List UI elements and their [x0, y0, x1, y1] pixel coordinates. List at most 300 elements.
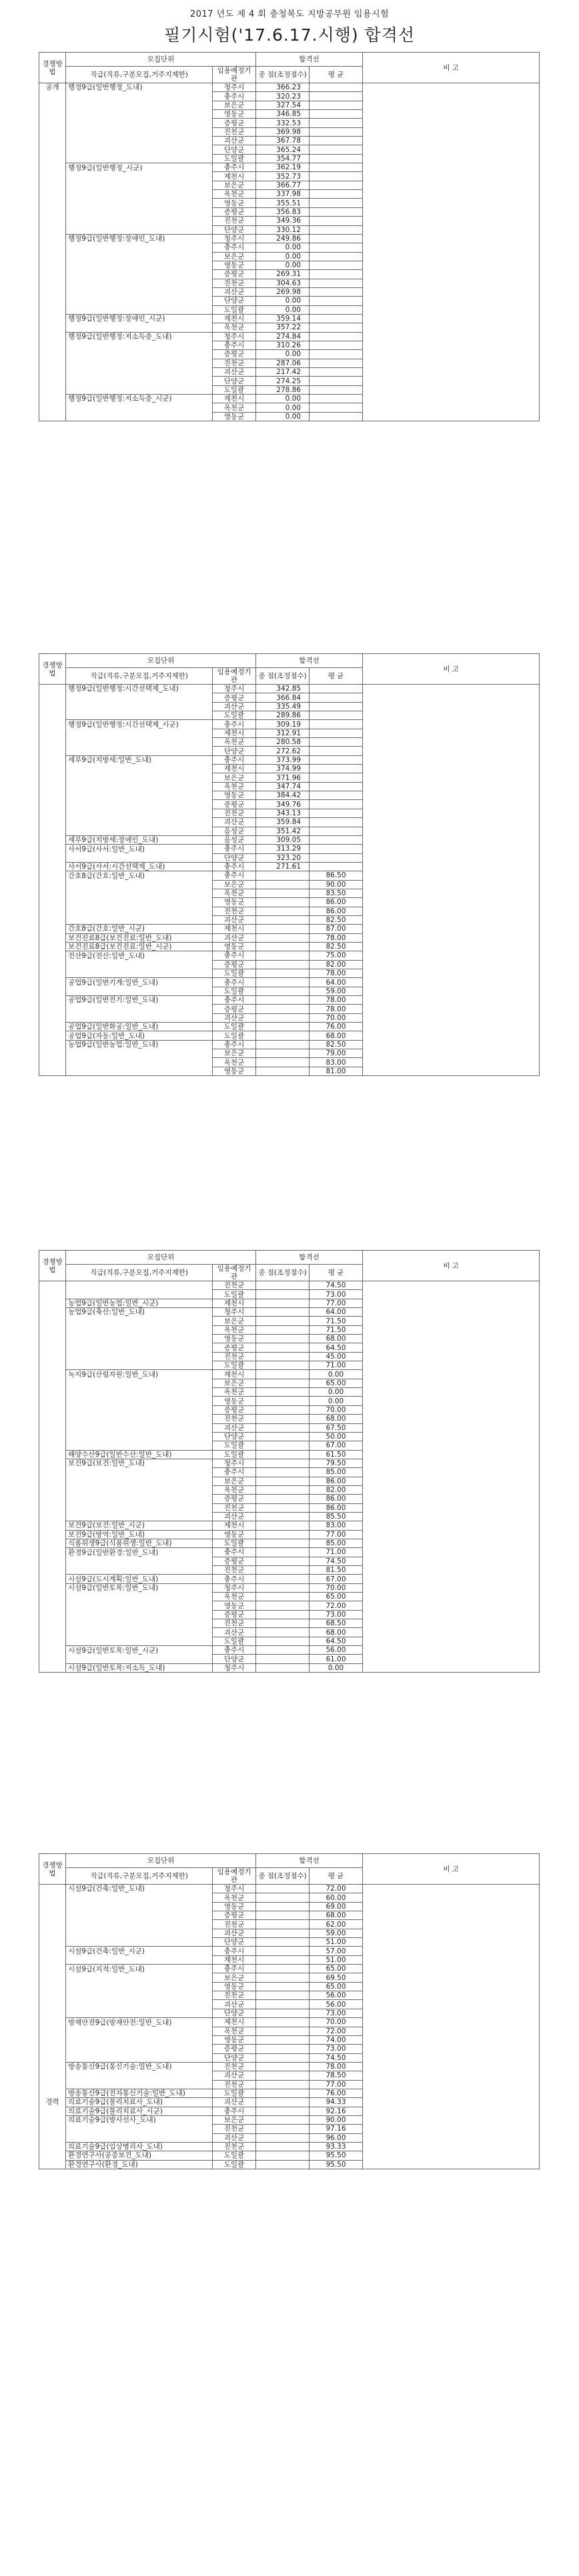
average-cell: 74.50 [310, 1557, 363, 1565]
average-cell: 70.00 [310, 1013, 363, 1022]
note-cell [363, 1539, 540, 1547]
table-row [39, 738, 540, 747]
average-cell: 64.00 [310, 1308, 363, 1317]
region-cell: 진천군 [213, 1920, 256, 1929]
table-row [39, 2151, 540, 2160]
table-row [39, 1013, 540, 1022]
region-cell: 도일괄 [213, 1023, 256, 1031]
region-cell: 충주시 [213, 755, 256, 764]
post-cell [66, 368, 213, 377]
region-cell: 청주시 [213, 332, 256, 341]
post-cell: 보건진료8급(보건진료:일반_도내) [66, 933, 213, 942]
note-cell [363, 2035, 540, 2044]
method-cell [39, 898, 66, 907]
method-cell [39, 1335, 66, 1343]
score-cell: 357.22 [256, 323, 310, 332]
note-cell [363, 987, 540, 995]
region-header: 임용예정기관 [213, 668, 256, 685]
post-cell [66, 2035, 213, 2044]
method-cell [39, 163, 66, 172]
post-cell [66, 1423, 213, 1432]
table-row [39, 1308, 540, 1317]
average-cell: 95.50 [310, 2151, 363, 2160]
table-row [39, 1058, 540, 1067]
note-cell [363, 1379, 540, 1387]
table-row [39, 172, 540, 181]
region-cell: 진천군 [213, 1566, 256, 1575]
note-cell [363, 1023, 540, 1031]
score-cell [256, 1325, 310, 1334]
region-cell: 옥천군 [213, 1388, 256, 1397]
table-row [39, 1459, 540, 1467]
score-cell [256, 1335, 310, 1343]
score-cell: 365.24 [256, 145, 310, 154]
table-row [39, 1938, 540, 1947]
note-cell [363, 412, 540, 421]
average-header: 평 균 [310, 67, 363, 83]
table-row [39, 1512, 540, 1521]
score-cell [256, 1013, 310, 1022]
note-cell [363, 234, 540, 243]
post-cell: 방송통신9급(통신기술:일반_도내) [66, 2062, 213, 2071]
method-cell [39, 818, 66, 827]
method-cell [39, 2125, 66, 2133]
table-row [39, 1441, 540, 1450]
method-cell [39, 809, 66, 817]
note-cell [363, 1477, 540, 1485]
post-cell [66, 154, 213, 163]
average-cell: 79.50 [310, 1459, 363, 1467]
table-row [39, 969, 540, 978]
post-cell: 환경9급(일반환경:일반_도내) [66, 1548, 213, 1557]
average-cell: 56.00 [310, 2000, 363, 2009]
method-cell [39, 101, 66, 109]
score-cell [256, 2107, 310, 2115]
method-cell [39, 2000, 66, 2009]
method-cell [39, 791, 66, 800]
score-cell: 359.84 [256, 818, 310, 827]
score-cell: 269.98 [256, 287, 310, 296]
region-cell: 진천군 [213, 1281, 256, 1290]
table-row [39, 1902, 540, 1911]
table-row [39, 933, 540, 942]
region-cell: 옥천군 [213, 1485, 256, 1494]
region-cell: 보은군 [213, 1379, 256, 1387]
table-row [39, 1991, 540, 2000]
region-cell: 괴산군 [213, 1423, 256, 1432]
post-cell [66, 853, 213, 862]
score-cell [256, 871, 310, 880]
method-cell [39, 738, 66, 747]
table-row [39, 862, 540, 871]
note-cell [363, 818, 540, 827]
score-cell: 362.19 [256, 163, 310, 172]
region-cell: 제천시 [213, 765, 256, 773]
score-cell [256, 1965, 310, 1973]
table-row [39, 2089, 540, 2097]
method-cell [39, 845, 66, 853]
average-cell: 57.00 [310, 1947, 363, 1955]
method-cell [39, 889, 66, 897]
average-cell [310, 137, 363, 145]
average-cell: 78.00 [310, 1005, 363, 1013]
table-row [39, 243, 540, 252]
post-cell: 공업9급(일반기계:일반_도내) [66, 978, 213, 987]
table-row [39, 297, 540, 305]
table-row [39, 137, 540, 145]
table-row [39, 747, 540, 755]
post-cell [66, 1593, 213, 1601]
score-cell [256, 1317, 310, 1325]
post-cell [66, 1637, 213, 1645]
average-cell: 65.00 [310, 1379, 363, 1387]
score-cell [256, 960, 310, 969]
average-cell: 86.00 [310, 898, 363, 907]
region-cell: 청주시 [213, 1308, 256, 1317]
average-cell [310, 314, 363, 323]
post-cell [66, 1415, 213, 1423]
note-cell [363, 1911, 540, 1920]
method-cell [39, 2009, 66, 2017]
note-cell [363, 359, 540, 367]
post-cell [66, 782, 213, 791]
region-cell: 옥천군 [213, 1593, 256, 1601]
method-cell [39, 1415, 66, 1423]
region-cell: 충주시 [213, 1040, 256, 1049]
average-cell: 68.00 [310, 1335, 363, 1343]
region-cell: 충주시 [213, 871, 256, 880]
average-cell [310, 702, 363, 711]
method-cell [39, 702, 66, 711]
method-cell [39, 2107, 66, 2115]
score-cell [256, 2160, 310, 2169]
note-cell [363, 403, 540, 412]
table-row [39, 1361, 540, 1370]
post-cell [66, 791, 213, 800]
score-cell: 0.00 [256, 395, 310, 403]
average-cell: 79.00 [310, 1049, 363, 1058]
score-cell [256, 1370, 310, 1379]
method-cell [39, 2018, 66, 2027]
average-cell [310, 711, 363, 720]
table-row [39, 978, 540, 987]
region-cell: 괴산군 [213, 137, 256, 145]
method-cell [39, 332, 66, 341]
method-cell [39, 960, 66, 969]
method-cell [39, 2151, 66, 2160]
average-cell [310, 341, 363, 349]
region-cell: 진천군 [213, 809, 256, 817]
average-cell [310, 412, 363, 421]
average-cell: 45.00 [310, 1352, 363, 1361]
note-cell [363, 685, 540, 693]
average-cell: 50.00 [310, 1432, 363, 1441]
score-cell [256, 1343, 310, 1352]
region-cell: 단양군 [213, 2009, 256, 2017]
region-cell: 보은군 [213, 101, 256, 109]
post-cell [66, 1495, 213, 1503]
post-header: 직급(직류,구분모집,거주지제한) [66, 67, 213, 83]
average-cell: 78.00 [310, 969, 363, 978]
note-cell [363, 1459, 540, 1467]
post-cell [66, 341, 213, 349]
average-cell [310, 853, 363, 862]
note-cell [363, 252, 540, 261]
table-row [39, 889, 540, 897]
average-header: 평 균 [310, 1868, 363, 1885]
note-cell [363, 1031, 540, 1040]
note-cell [363, 1628, 540, 1637]
average-cell [310, 261, 363, 269]
region-cell: 괴산군 [213, 702, 256, 711]
score-header: 종 점(조정점수) [256, 668, 310, 685]
region-cell: 진천군 [213, 1991, 256, 2000]
region-cell: 도일괄 [213, 1450, 256, 1459]
unit-header: 모집단위 [66, 1251, 256, 1265]
average-cell [310, 92, 363, 101]
region-cell: 단양군 [213, 2053, 256, 2062]
score-cell [256, 2035, 310, 2044]
note-cell [363, 287, 540, 296]
method-cell [39, 199, 66, 207]
method-cell [39, 403, 66, 412]
method-cell [39, 862, 66, 871]
average-cell: 70.00 [310, 2018, 363, 2027]
post-cell [66, 915, 213, 924]
post-cell: 해양수산9급(일반수산:일반_도내) [66, 1450, 213, 1459]
post-cell [66, 1281, 213, 1290]
note-cell [363, 1352, 540, 1361]
post-cell [66, 809, 213, 817]
method-cell [39, 933, 66, 942]
score-cell [256, 907, 310, 915]
average-cell: 83.00 [310, 1521, 363, 1530]
region-cell: 도일괄 [213, 154, 256, 163]
table-row [39, 791, 540, 800]
method-cell [39, 1911, 66, 1920]
post-cell [66, 889, 213, 897]
score-cell: 342.85 [256, 685, 310, 693]
average-cell [310, 693, 363, 702]
unit-header: 모집단위 [66, 1854, 256, 1868]
table-row [39, 2009, 540, 2017]
average-cell: 95.50 [310, 2160, 363, 2169]
post-cell: 보건9급(보건:일반_시군) [66, 1521, 213, 1530]
table-row [39, 1557, 540, 1565]
average-cell [310, 773, 363, 782]
average-cell [310, 368, 363, 377]
average-cell [310, 862, 363, 871]
region-cell: 충주시 [213, 951, 256, 960]
post-cell: 행정9급(일반행정:시간선택제_도내) [66, 685, 213, 693]
score-cell [256, 1557, 310, 1565]
post-cell: 녹지9급(산림자원:일반_도내) [66, 1370, 213, 1379]
table-row [39, 225, 540, 234]
table-row [39, 1566, 540, 1575]
average-cell: 71.00 [310, 1361, 363, 1370]
table-row [39, 1299, 540, 1307]
score-cell: 373.99 [256, 755, 310, 764]
region-cell: 증평군 [213, 1005, 256, 1013]
average-cell: 77.00 [310, 2080, 363, 2089]
note-cell [363, 323, 540, 332]
method-cell [39, 1947, 66, 1955]
method-cell [39, 729, 66, 737]
region-cell: 도일괄 [213, 305, 256, 314]
method-cell [39, 1610, 66, 1619]
score-cell [256, 915, 310, 924]
region-cell: 충주시 [213, 163, 256, 172]
post-cell [66, 1920, 213, 1929]
post-cell [66, 190, 213, 199]
method-cell [39, 119, 66, 127]
note-cell [363, 1655, 540, 1663]
post-cell: 방재안전9급(방재안전:일반_도내) [66, 2018, 213, 2027]
region-cell: 증평군 [213, 119, 256, 127]
table-row [39, 270, 540, 279]
score-cell [256, 1361, 310, 1370]
region-cell: 영동군 [213, 1902, 256, 1911]
post-cell [66, 1058, 213, 1067]
region-cell: 진천군 [213, 1619, 256, 1628]
table-row [39, 1521, 540, 1530]
score-cell: 0.00 [256, 350, 310, 359]
region-cell: 제천시 [213, 1370, 256, 1379]
average-cell [310, 163, 363, 172]
score-cell: 313.29 [256, 845, 310, 853]
method-cell [39, 1388, 66, 1397]
average-cell: 65.00 [310, 1965, 363, 1973]
average-cell [310, 729, 363, 737]
note-cell [363, 1885, 540, 1893]
average-cell [310, 818, 363, 827]
note-cell [363, 898, 540, 907]
post-cell [66, 702, 213, 711]
note-cell [363, 1938, 540, 1947]
score-cell: 367.78 [256, 137, 310, 145]
average-cell: 62.00 [310, 1920, 363, 1929]
average-cell: 82.50 [310, 1040, 363, 1049]
score-cell [256, 2000, 310, 2009]
score-cell [256, 1495, 310, 1503]
note-header: 비 고 [363, 654, 540, 685]
region-header: 임용예정기관 [213, 67, 256, 83]
post-cell [66, 2045, 213, 2053]
table-row [39, 755, 540, 764]
table-row [39, 915, 540, 924]
table-row [39, 1485, 540, 1494]
region-cell: 옥천군 [213, 738, 256, 747]
note-cell [363, 207, 540, 216]
score-cell [256, 1566, 310, 1575]
note-cell [363, 1415, 540, 1423]
average-cell: 65.00 [310, 1593, 363, 1601]
table-row [39, 729, 540, 737]
method-cell [39, 1548, 66, 1557]
note-cell [363, 1290, 540, 1299]
post-cell [66, 729, 213, 737]
post-cell [66, 1335, 213, 1343]
post-cell: 행정9급(일반행정:장애인_시군) [66, 314, 213, 323]
region-cell: 영동군 [213, 1982, 256, 1991]
note-cell [363, 1281, 540, 1290]
average-cell: 85.00 [310, 1468, 363, 1477]
region-cell: 충주시 [213, 845, 256, 853]
note-cell [363, 137, 540, 145]
score-cell [256, 2142, 310, 2151]
post-cell: 의료기술9급(임상병리사_도내) [66, 2142, 213, 2151]
region-cell: 영동군 [213, 1067, 256, 1075]
note-cell [363, 1299, 540, 1307]
average-cell [310, 252, 363, 261]
post-cell: 공업9급(일반전기:일반_도내) [66, 996, 213, 1005]
region-cell: 괴산군 [213, 2133, 256, 2142]
average-cell: 86.00 [310, 1477, 363, 1485]
score-cell [256, 1459, 310, 1467]
region-cell: 괴산군 [213, 368, 256, 377]
note-cell [363, 1405, 540, 1414]
region-cell: 괴산군 [213, 1013, 256, 1022]
score-cell [256, 1583, 310, 1592]
table-row [39, 377, 540, 385]
post-cell: 사서9급(사서:시간선택제_도내) [66, 862, 213, 871]
note-cell [363, 2018, 540, 2027]
note-cell [363, 933, 540, 942]
note-cell [363, 261, 540, 269]
post-cell [66, 1938, 213, 1947]
note-cell [363, 1521, 540, 1530]
table-row [39, 1973, 540, 1982]
table-row [39, 92, 540, 101]
region-cell: 괴산군 [213, 818, 256, 827]
score-cell: 346.85 [256, 110, 310, 119]
table-row [39, 314, 540, 323]
score-cell: 343.13 [256, 809, 310, 817]
post-cell [66, 101, 213, 109]
method-header: 경쟁방법 [39, 53, 66, 83]
table-row [39, 809, 540, 817]
table-row [39, 880, 540, 889]
region-cell: 단양군 [213, 1432, 256, 1441]
post-cell [66, 800, 213, 809]
post-cell [66, 1441, 213, 1450]
post-cell [66, 960, 213, 969]
note-cell [363, 2080, 540, 2089]
score-cell: 0.00 [256, 297, 310, 305]
region-cell: 영동군 [213, 199, 256, 207]
note-cell [363, 1530, 540, 1539]
note-cell [363, 1361, 540, 1370]
post-cell: 시설9급(건축:일반_시군) [66, 1947, 213, 1955]
region-cell: 도일괄 [213, 1290, 256, 1299]
post-cell [66, 2053, 213, 2062]
post-cell [66, 287, 213, 296]
score-cell [256, 1902, 310, 1911]
average-cell: 72.00 [310, 2027, 363, 2035]
method-cell [39, 234, 66, 243]
method-cell [39, 350, 66, 359]
table-row [39, 765, 540, 773]
average-cell: 96.00 [310, 2133, 363, 2142]
score-cell [256, 1521, 310, 1530]
region-cell: 괴산군 [213, 915, 256, 924]
average-cell: 73.00 [310, 1290, 363, 1299]
note-cell [363, 942, 540, 951]
average-cell [310, 720, 363, 729]
table-row [39, 827, 540, 835]
region-cell: 진천군 [213, 1352, 256, 1361]
table-row [39, 1911, 540, 1920]
